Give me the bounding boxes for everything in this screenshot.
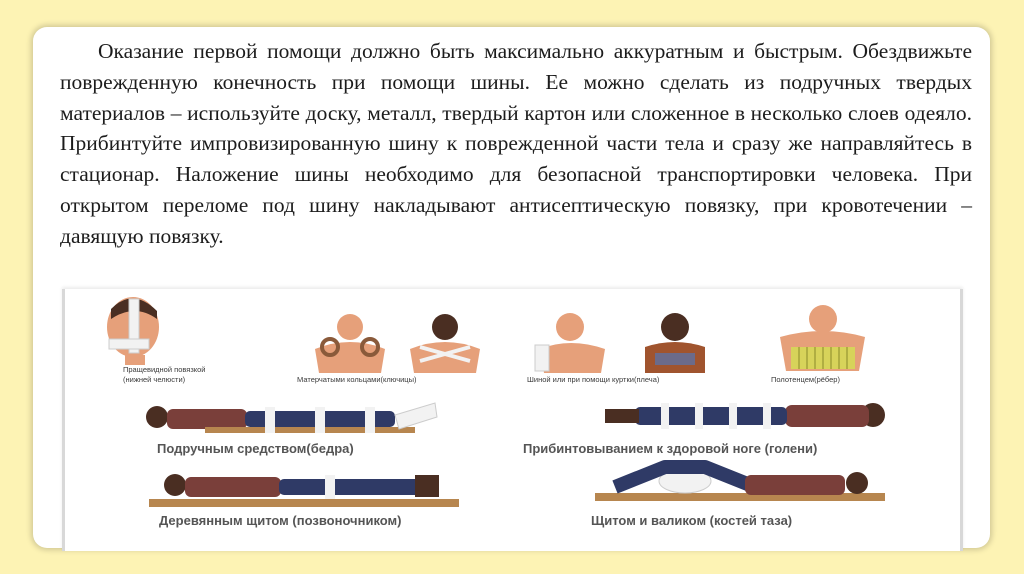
caption-jaw-line1: Пращевидной повязкой bbox=[123, 365, 206, 374]
pelvis-board-figure bbox=[595, 467, 885, 501]
caption-shin: Прибинтовыванием к здоровой ноге (голени) bbox=[523, 441, 818, 456]
caption-jaw-line2: (нижней челюсти) bbox=[123, 375, 186, 384]
caption-spine: Деревянным щитом (позвоночником) bbox=[159, 513, 402, 528]
shoulder-splint-figure bbox=[535, 313, 705, 373]
splinting-drawings bbox=[65, 289, 954, 551]
jaw-bandage-figure bbox=[107, 297, 159, 365]
thigh-splint-figure bbox=[146, 403, 437, 433]
splinting-illustration bbox=[62, 289, 963, 551]
caption-shoulder: Шиной или при помощи куртки(плеча) bbox=[527, 375, 660, 384]
caption-pelvis: Щитом и валиком (костей таза) bbox=[591, 513, 793, 528]
first-aid-paragraph: Оказание первой помощи должно быть максимально аккуратным и быстрым. Обездвижьте поврежденную конечность при помощи шины. Ее можно сделать из подручных твердых материалов – используйте доску, металл, твердый картон или сложенное в несколько слоев одеяло. Прибинтуйте импровизированную шину к поврежденной части тела и сразу же направляйтесь в стационар. Наложение шины необходимо для безопасной транспортировки человека. При открытом переломе под шину накладывают антисептическую повязку, при кровотечении – давящую повязку. bbox=[60, 39, 972, 248]
clavicle-rings-figure bbox=[315, 314, 480, 373]
ribs-towel-figure bbox=[780, 305, 865, 371]
caption-thigh: Подручным средством(бедра) bbox=[157, 441, 354, 456]
caption-ribs: Полотенцем(рёбер) bbox=[771, 375, 840, 384]
spine-board-figure bbox=[149, 474, 459, 507]
caption-clavicle: Матерчатыми кольцами(ключицы) bbox=[297, 375, 417, 384]
shin-bandage-figure bbox=[605, 403, 885, 429]
